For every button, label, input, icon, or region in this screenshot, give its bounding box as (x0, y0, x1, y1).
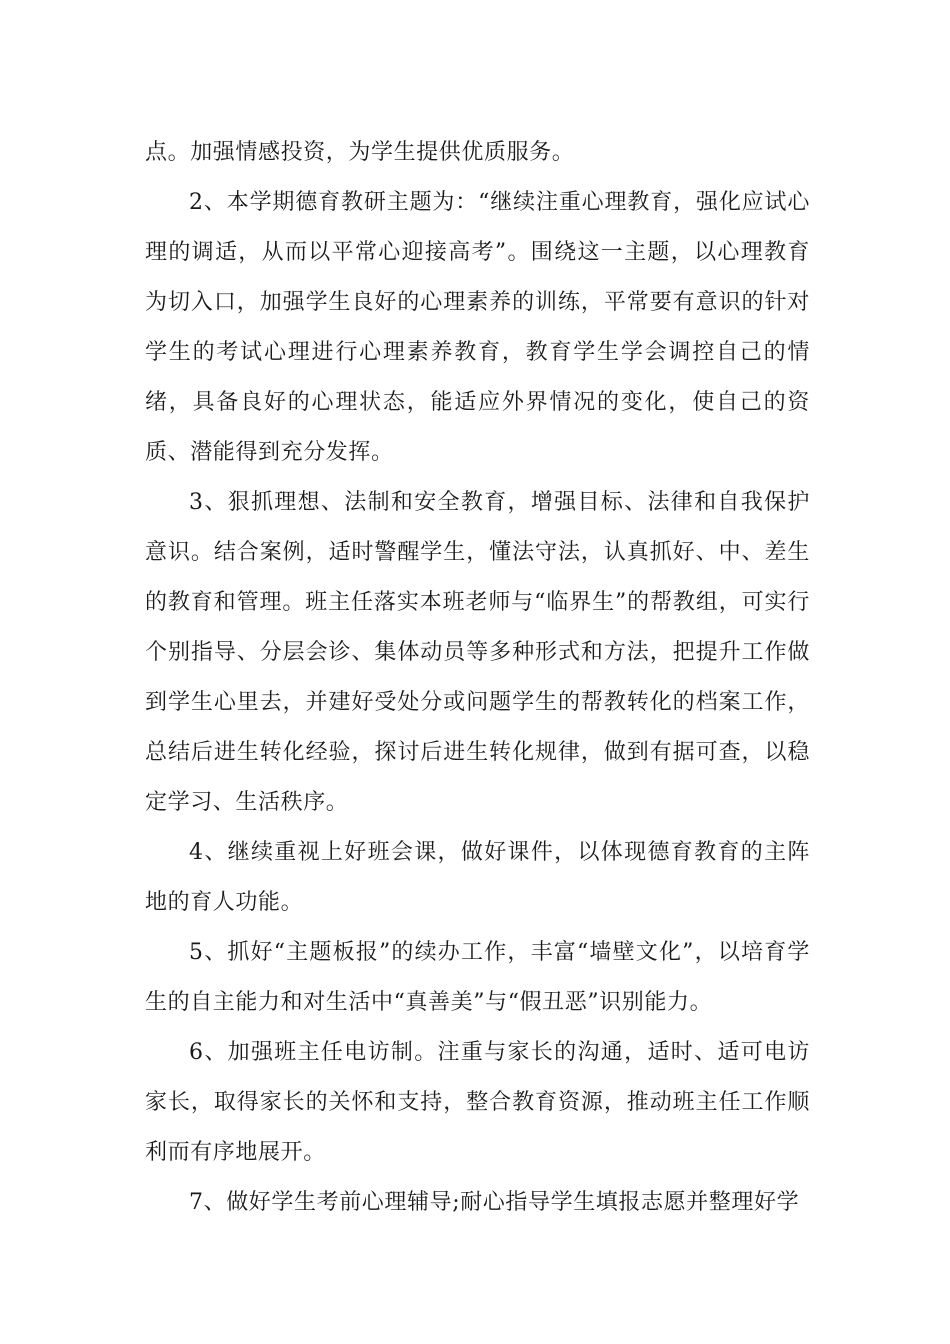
paragraph-item-2: 2、本学期德育教研主题为：“继续注重心理教育，强化应试心理的调适，从而以平常心迎接高考”。围绕这一主题，以心理教育为切入口，加强学生良好的心理素养的训练，平常要有意识的针对学生的考试心理进行心理素养教育，教育学生学会调控自己的情绪，具备良好的心理状态，能适应外界情况的变化，使自己的资质、潜能得到充分发挥。 (145, 190, 810, 465)
paragraph-item-4: 4、继续重视上好班会课，做好课件，以体现德育教育的主阵地的育人功能。 (145, 840, 810, 915)
paragraph-continuation: 点。加强情感投资，为学生提供优质服务。 (145, 140, 575, 165)
paragraph-item-3: 3、狠抓理想、法制和安全教育，增强目标、法律和自我保护意识。结合案例，适时警醒学生，懂法守法，认真抓好、中、差生的教育和管理。班主任落实本班老师与“临界生”的帮教组，可实行个别指导、分层会诊、集体动员等多种形式和方法，把提升工作做到学生心里去，并建好受处分或问题学生的帮教转化的档案工作，总结后进生转化经验，探讨后进生转化规律，做到有据可查，以稳定学习、生活秩序。 (145, 490, 810, 815)
paragraph-item-6: 6、加强班主任电访制。注重与家长的沟通，适时、适可电访家长，取得家长的关怀和支持，整合教育资源，推动班主任工作顺利而有序地展开。 (145, 1040, 810, 1165)
paragraph-item-7: 7、做好学生考前心理辅导;耐心指导学生填报志愿并整理好学 (189, 1190, 800, 1215)
document-body (145, 128, 810, 1228)
paragraph-item-5: 5、抓好“主题板报”的续办工作，丰富“墙壁文化”，以培育学生的自主能力和对生活中“真善美”与“假丑恶”识别能力。 (145, 940, 810, 1015)
